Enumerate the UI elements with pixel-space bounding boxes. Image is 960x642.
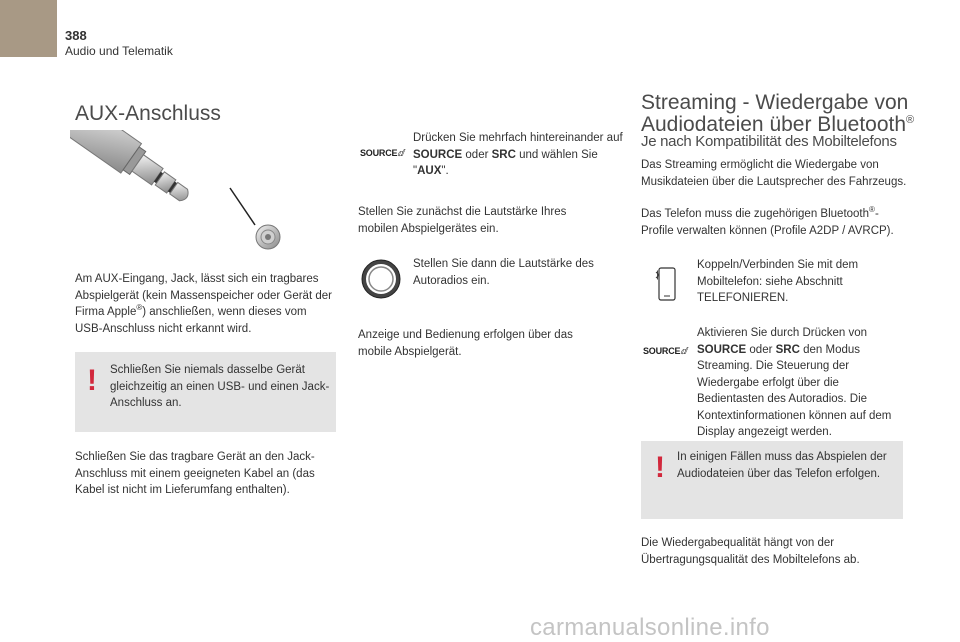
source-button-icon: SOURCEⅆ xyxy=(360,148,404,158)
aux-title: AUX-Anschluss xyxy=(75,102,221,125)
warning-exclamation-icon: ! xyxy=(655,451,665,484)
section-title: Audio und Telematik xyxy=(65,44,173,58)
bluetooth-profile-paragraph: Das Telefon muss die zugehörigen Bluetooth®-Profile verwalten können (Profile A2DP / AVRCP). xyxy=(641,205,894,237)
aux-warning-box xyxy=(75,352,336,432)
pair-phone-instruction: Koppeln/Verbinden Sie mit dem Mobiltelefon: siehe Abschnitt TELEFONIEREN. xyxy=(697,259,859,304)
jack-plug-illustration xyxy=(70,130,290,255)
page-number: 388 xyxy=(65,28,87,43)
streaming-warning-text: In einigen Fällen muss das Abspielen der Audiodateien über das Telefon erfolgen. xyxy=(677,451,887,480)
select-aux-instruction: Drücken Sie mehrfach hintereinander auf SOURCE oder SRC und wählen Sie "AUX". xyxy=(413,132,623,177)
aux-cable-paragraph: Schließen Sie das tragbare Gerät an den Jack-Anschluss mit einem geeigneten Kabel an (das Kabel ist nicht im Lieferumfang enthalten). xyxy=(75,451,315,496)
activate-streaming-instruction: Aktivieren Sie durch Drücken von SOURCE oder SRC den Modus Streaming. Die Steuerung der Wiedergabe erfolgt über die Bedientasten des Autoradios. Die Kontextinformationen können auf dem Display angezeigt werden. xyxy=(697,327,892,438)
quality-paragraph: Die Wiedergabequalität hängt von der Übertragungsqualität des Mobiltelefons ab. xyxy=(641,537,860,566)
streaming-title-line2: Audiodateien über Bluetooth® xyxy=(641,113,915,136)
radio-volume-instruction: Stellen Sie dann die Lautstärke des Autoradios ein. xyxy=(413,258,594,287)
aux-warning-text: Schließen Sie niemals dasselbe Gerät gleichzeitig an einen USB- und einen Jack-Anschluss an. xyxy=(110,364,330,409)
source-button-icon: SOURCEⅆ xyxy=(643,346,687,356)
streaming-subtitle: Je nach Kompatibilität des Mobiltelefons xyxy=(641,133,897,150)
warning-exclamation-icon: ! xyxy=(87,364,97,397)
device-volume-paragraph: Stellen Sie zunächst die Lautstärke Ihres mobilen Abspielgerätes ein. xyxy=(358,206,567,235)
mobile-phone-icon xyxy=(655,266,677,302)
watermark: carmanualsonline.info xyxy=(530,614,770,641)
volume-knob-icon xyxy=(360,258,402,300)
page-corner-tab xyxy=(0,0,57,57)
aux-intro-paragraph: Am AUX-Eingang, Jack, lässt sich ein tragbares Abspielgerät (kein Massenspeicher oder Gerät der Firma Apple®) anschließen, wenn dieses vom USB-Anschluss nicht erkannt wird. xyxy=(75,273,332,335)
display-control-paragraph: Anzeige und Bedienung erfolgen über das mobile Abspielgerät. xyxy=(358,329,573,358)
streaming-title-line1: Streaming - Wiedergabe von xyxy=(641,91,909,114)
streaming-warning-box xyxy=(641,441,903,519)
streaming-intro-paragraph: Das Streaming ermöglicht die Wiedergabe von Musikdateien über die Lautsprecher des Fahrzeugs. xyxy=(641,159,907,188)
